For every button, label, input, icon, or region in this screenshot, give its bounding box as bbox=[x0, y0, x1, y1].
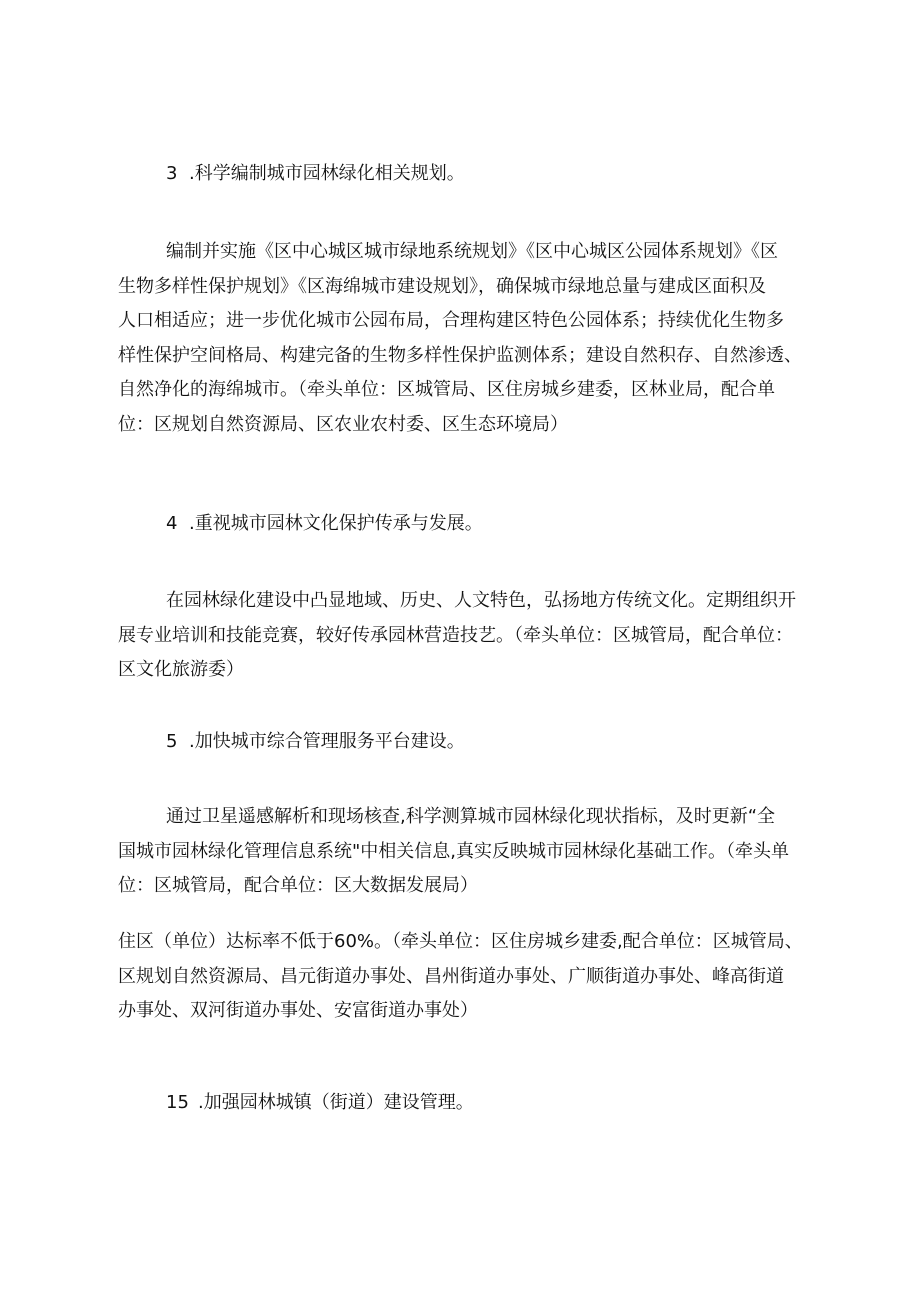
paragraph-line: 住区（单位）达标率不低于60%。（牵头单位：区住房城乡建委,配合单位：区城管局、 bbox=[118, 931, 803, 952]
paragraph-line: 样性保护空间格局、构建完备的生物多样性保护监测体系；建设自然积存、自然渗透、 bbox=[118, 344, 802, 366]
section-15-heading bbox=[166, 1091, 846, 1115]
paragraph-line: 办事处、双河街道办事处、安富街道办事处） bbox=[118, 1000, 478, 1022]
paragraph-line: 生物多样性保护规划》《区海绵城市建设规划》，确保城市绿地总量与建成区面积及 bbox=[118, 275, 766, 297]
section-number: 3 bbox=[166, 163, 178, 184]
section-3-paragraph bbox=[118, 235, 808, 443]
section-4-heading bbox=[166, 512, 846, 536]
paragraph-line: 自然净化的海绵城市。（牵头单位：区城管局、区住房城乡建委，区林业局，配合单 bbox=[118, 379, 775, 401]
section-title: .科学编制城市园林绿化相关规划。 bbox=[189, 163, 465, 184]
paragraph-line: 区规划自然资源局、昌元街道办事处、昌州街道办事处、广顺街道办事处、峰高街道 bbox=[118, 965, 784, 987]
paragraph-line: 位：区规划自然资源局、区农业农村委、区生态环境局） bbox=[118, 413, 568, 435]
section-number: 4 bbox=[166, 513, 178, 534]
section-title: .加快城市综合管理服务平台建设。 bbox=[189, 731, 465, 752]
paragraph-line: 在园林绿化建设中凸显地域、历史、人文特色，弘扬地方传统文化。定期组织开 bbox=[166, 590, 796, 611]
paragraph-line: 区文化旅游委） bbox=[118, 659, 244, 681]
section-5-paragraph bbox=[118, 800, 808, 904]
section-number: 5 bbox=[166, 731, 178, 752]
paragraph-line: 编制并实施《区中心城区城市绿地系统规划》《区中心城区公园体系规划》《区 bbox=[166, 241, 778, 262]
section-5-heading bbox=[166, 730, 846, 754]
section-title: .重视城市园林文化保护传承与发展。 bbox=[189, 513, 483, 534]
section-4-paragraph bbox=[118, 584, 808, 688]
paragraph-line: 人口相适应；进一步优化城市公园布局，合理构建区特色公园体系；持续优化生物多 bbox=[118, 310, 784, 332]
section-3-heading bbox=[166, 162, 846, 186]
paragraph-line: 展专业培训和技能竞赛，较好传承园林营造技艺。（牵头单位：区城管局，配合单位： bbox=[118, 624, 793, 646]
continuation-paragraph bbox=[118, 925, 808, 1029]
section-number: 15 bbox=[166, 1092, 189, 1113]
paragraph-line: 位：区城管局，配合单位：区大数据发展局） bbox=[118, 875, 478, 897]
paragraph-line: 国城市园林绿化管理信息系统"中相关信息,真实反映城市园林绿化基础工作。（牵头单 bbox=[118, 840, 789, 862]
paragraph-line: 通过卫星遥感解析和现场核查,科学测算城市园林绿化现状指标，及时更新“全 bbox=[166, 806, 776, 827]
section-title: .加强园林城镇（街道）建设管理。 bbox=[198, 1092, 474, 1113]
